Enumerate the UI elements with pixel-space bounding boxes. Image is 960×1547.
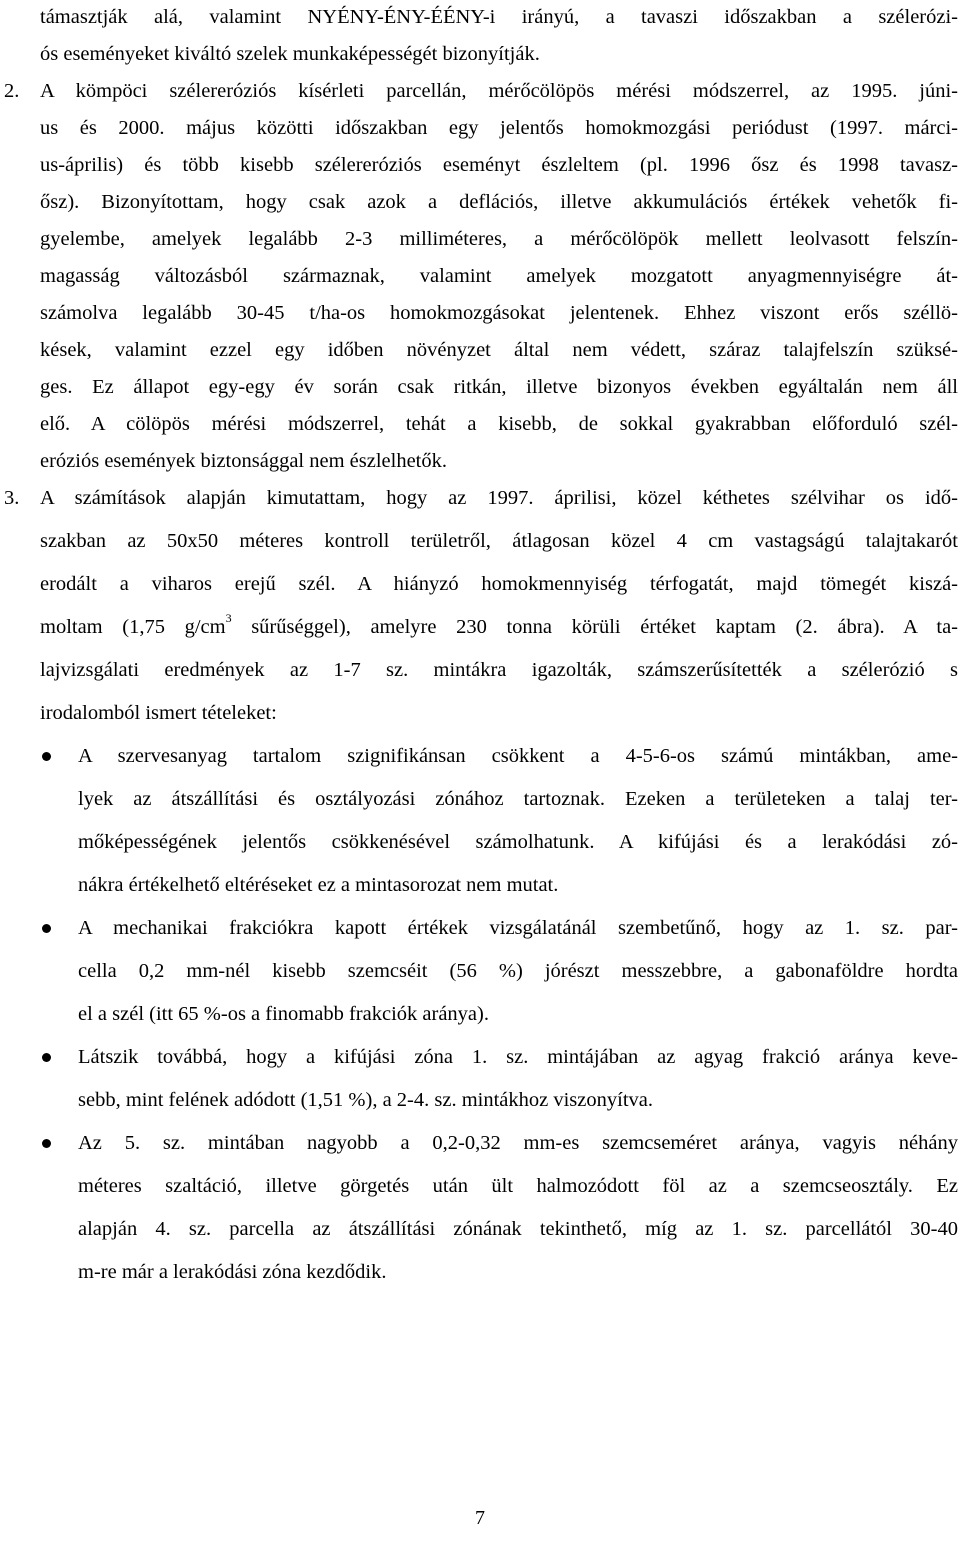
item3-line-4 — [40, 611, 958, 640]
bullet-1-line-2: lyek az átszállítási és osztályozási zónához tartoznak. Ezeken a területeken a talaj ter- — [78, 788, 958, 810]
item3-line-6: irodalomból ismert tételeket: — [40, 702, 277, 724]
bullet-2-line-1: A mechanikai frakciókra kapott értékek vizsgálatánál szembetűnő, hogy az 1. sz. par- — [78, 917, 958, 939]
item2-line-9: ges. Ez állapot egy-egy év során csak ritkán, illetve bizonyos években egyáltalán nem áll — [40, 376, 958, 398]
item2-line-11: eróziós események biztonsággal nem észlelhetők. — [40, 450, 448, 472]
item2-line-7: számolva legalább 30-45 t/ha-os homokmozgásokat jelentenek. Ehhez viszont erős széllö- — [40, 302, 958, 324]
bullet-1-line-4: nákra értékelhető eltéréseket ez a mintasorozat nem mutat. — [78, 874, 559, 896]
item3-number: 3. — [4, 487, 20, 509]
superscript-3: 3 — [225, 611, 232, 626]
item2-line-1: A kömpöci szélereróziós kísérleti parcellán, mérőcölöpös mérési módszerrel, az 1995. júni- — [40, 80, 958, 102]
item3-line-1: A számítások alapján kimutattam, hogy az 1997. áprilisi, közel kéthetes szélvihar os idő- — [40, 487, 958, 509]
bullet-4-line-2: méteres szaltáció, illetve görgetés után ült halmozódott föl az a szemcseosztály. Ez — [78, 1175, 958, 1197]
item2-line-10: elő. A cölöpös mérési módszerrel, tehát a kisebb, de sokkal gyakrabban előforduló szél- — [40, 413, 958, 435]
bullet-4-line-4: m-re már a lerakódási zóna kezdődik. — [78, 1261, 387, 1283]
item2-line-5: gyelembe, amelyek legalább 2-3 milliméteres, a mérőcölöpök mellett leolvasott felszín- — [40, 228, 958, 250]
bullet-1-icon — [42, 752, 51, 761]
item2-line-4: ősz). Bizonyítottam, hogy csak azok a deflációs, illetve akkumulációs értékek vehetők fi- — [40, 191, 958, 213]
bullet-4-line-3: alapján 4. sz. parcella az átszállítási zónának tekinthető, míg az 1. sz. parcellától 30-40 — [78, 1218, 958, 1240]
item2-line-2: us és 2000. május közötti időszakban egy jelentős homokmozgási periódust (1997. márci- — [40, 117, 958, 139]
item2-line-6: magasság változásból származnak, valamint amelyek mozgatott anyagmennyiségre át- — [40, 265, 958, 287]
bullet-3-icon — [42, 1053, 51, 1062]
item2-line-3: us-április) és több kisebb szélereróziós eseményt észleltem (pl. 1996 ősz és 1998 tavasz- — [40, 154, 958, 176]
bullet-3-line-1: Látszik továbbá, hogy a kifújási zóna 1. sz. mintájában az agyag frakció aránya keve- — [78, 1046, 958, 1068]
page-number: 7 — [475, 1507, 485, 1529]
bullet-3-line-2: sebb, mint felének adódott (1,51 %), a 2-4. sz. mintákhoz viszonyítva. — [78, 1089, 654, 1111]
item2-number: 2. — [4, 80, 20, 102]
bullet-1-line-1: A szervesanyag tartalom szignifikánsan csökkent a 4-5-6-os számú mintákban, ame- — [78, 745, 958, 767]
bullet-2-line-2: cella 0,2 mm-nél kisebb szemcséit (56 %) jórészt messzebbre, a gabonaföldre hordta — [78, 960, 958, 982]
bullet-4-line-1: Az 5. sz. mintában nagyobb a 0,2-0,32 mm-es szemcseméret aránya, vagyis néhány — [78, 1132, 958, 1154]
item2-line-8: kések, valamint ezzel egy időben növényzet által nem védett, száraz talajfelszín szüksé- — [40, 339, 958, 361]
item1-line-2: ós eseményeket kiváltó szelek munkaképességét bizonyítják. — [40, 43, 540, 65]
item3-line-2: szakban az 50x50 méteres kontroll területről, átlagosan közel 4 cm vastagságú talajtakarót — [40, 530, 958, 552]
bullet-1-line-3: mőképességének jelentős csökkenésével számolhatunk. A kifújási és a lerakódási zó- — [78, 831, 958, 853]
item3-line-4-end: sűrűséggel), amelyre 230 tonna körüli értéket kaptam (2. ábra). A ta- — [231, 616, 958, 638]
item3-line-3: erodált a viharos erejű szél. A hiányzó homokmennyiség térfogatát, majd tömegét kiszá- — [40, 573, 958, 595]
item3-line-4-start: moltam (1,75 g/cm — [40, 616, 226, 638]
item1-line-1: támasztják alá, valamint NYÉNY-ÉNY-ÉÉNY-i irányú, a tavaszi időszakban a szélerózi- — [40, 6, 958, 28]
bullet-2-icon — [42, 924, 51, 933]
bullet-4-icon — [42, 1139, 51, 1148]
item3-line-5: lajvizsgálati eredmények az 1-7 sz. mintákra igazolták, számszerűsítették a szélerózió s — [40, 659, 958, 681]
bullet-2-line-3: el a szél (itt 65 %-os a finomabb frakciók aránya). — [78, 1003, 489, 1025]
